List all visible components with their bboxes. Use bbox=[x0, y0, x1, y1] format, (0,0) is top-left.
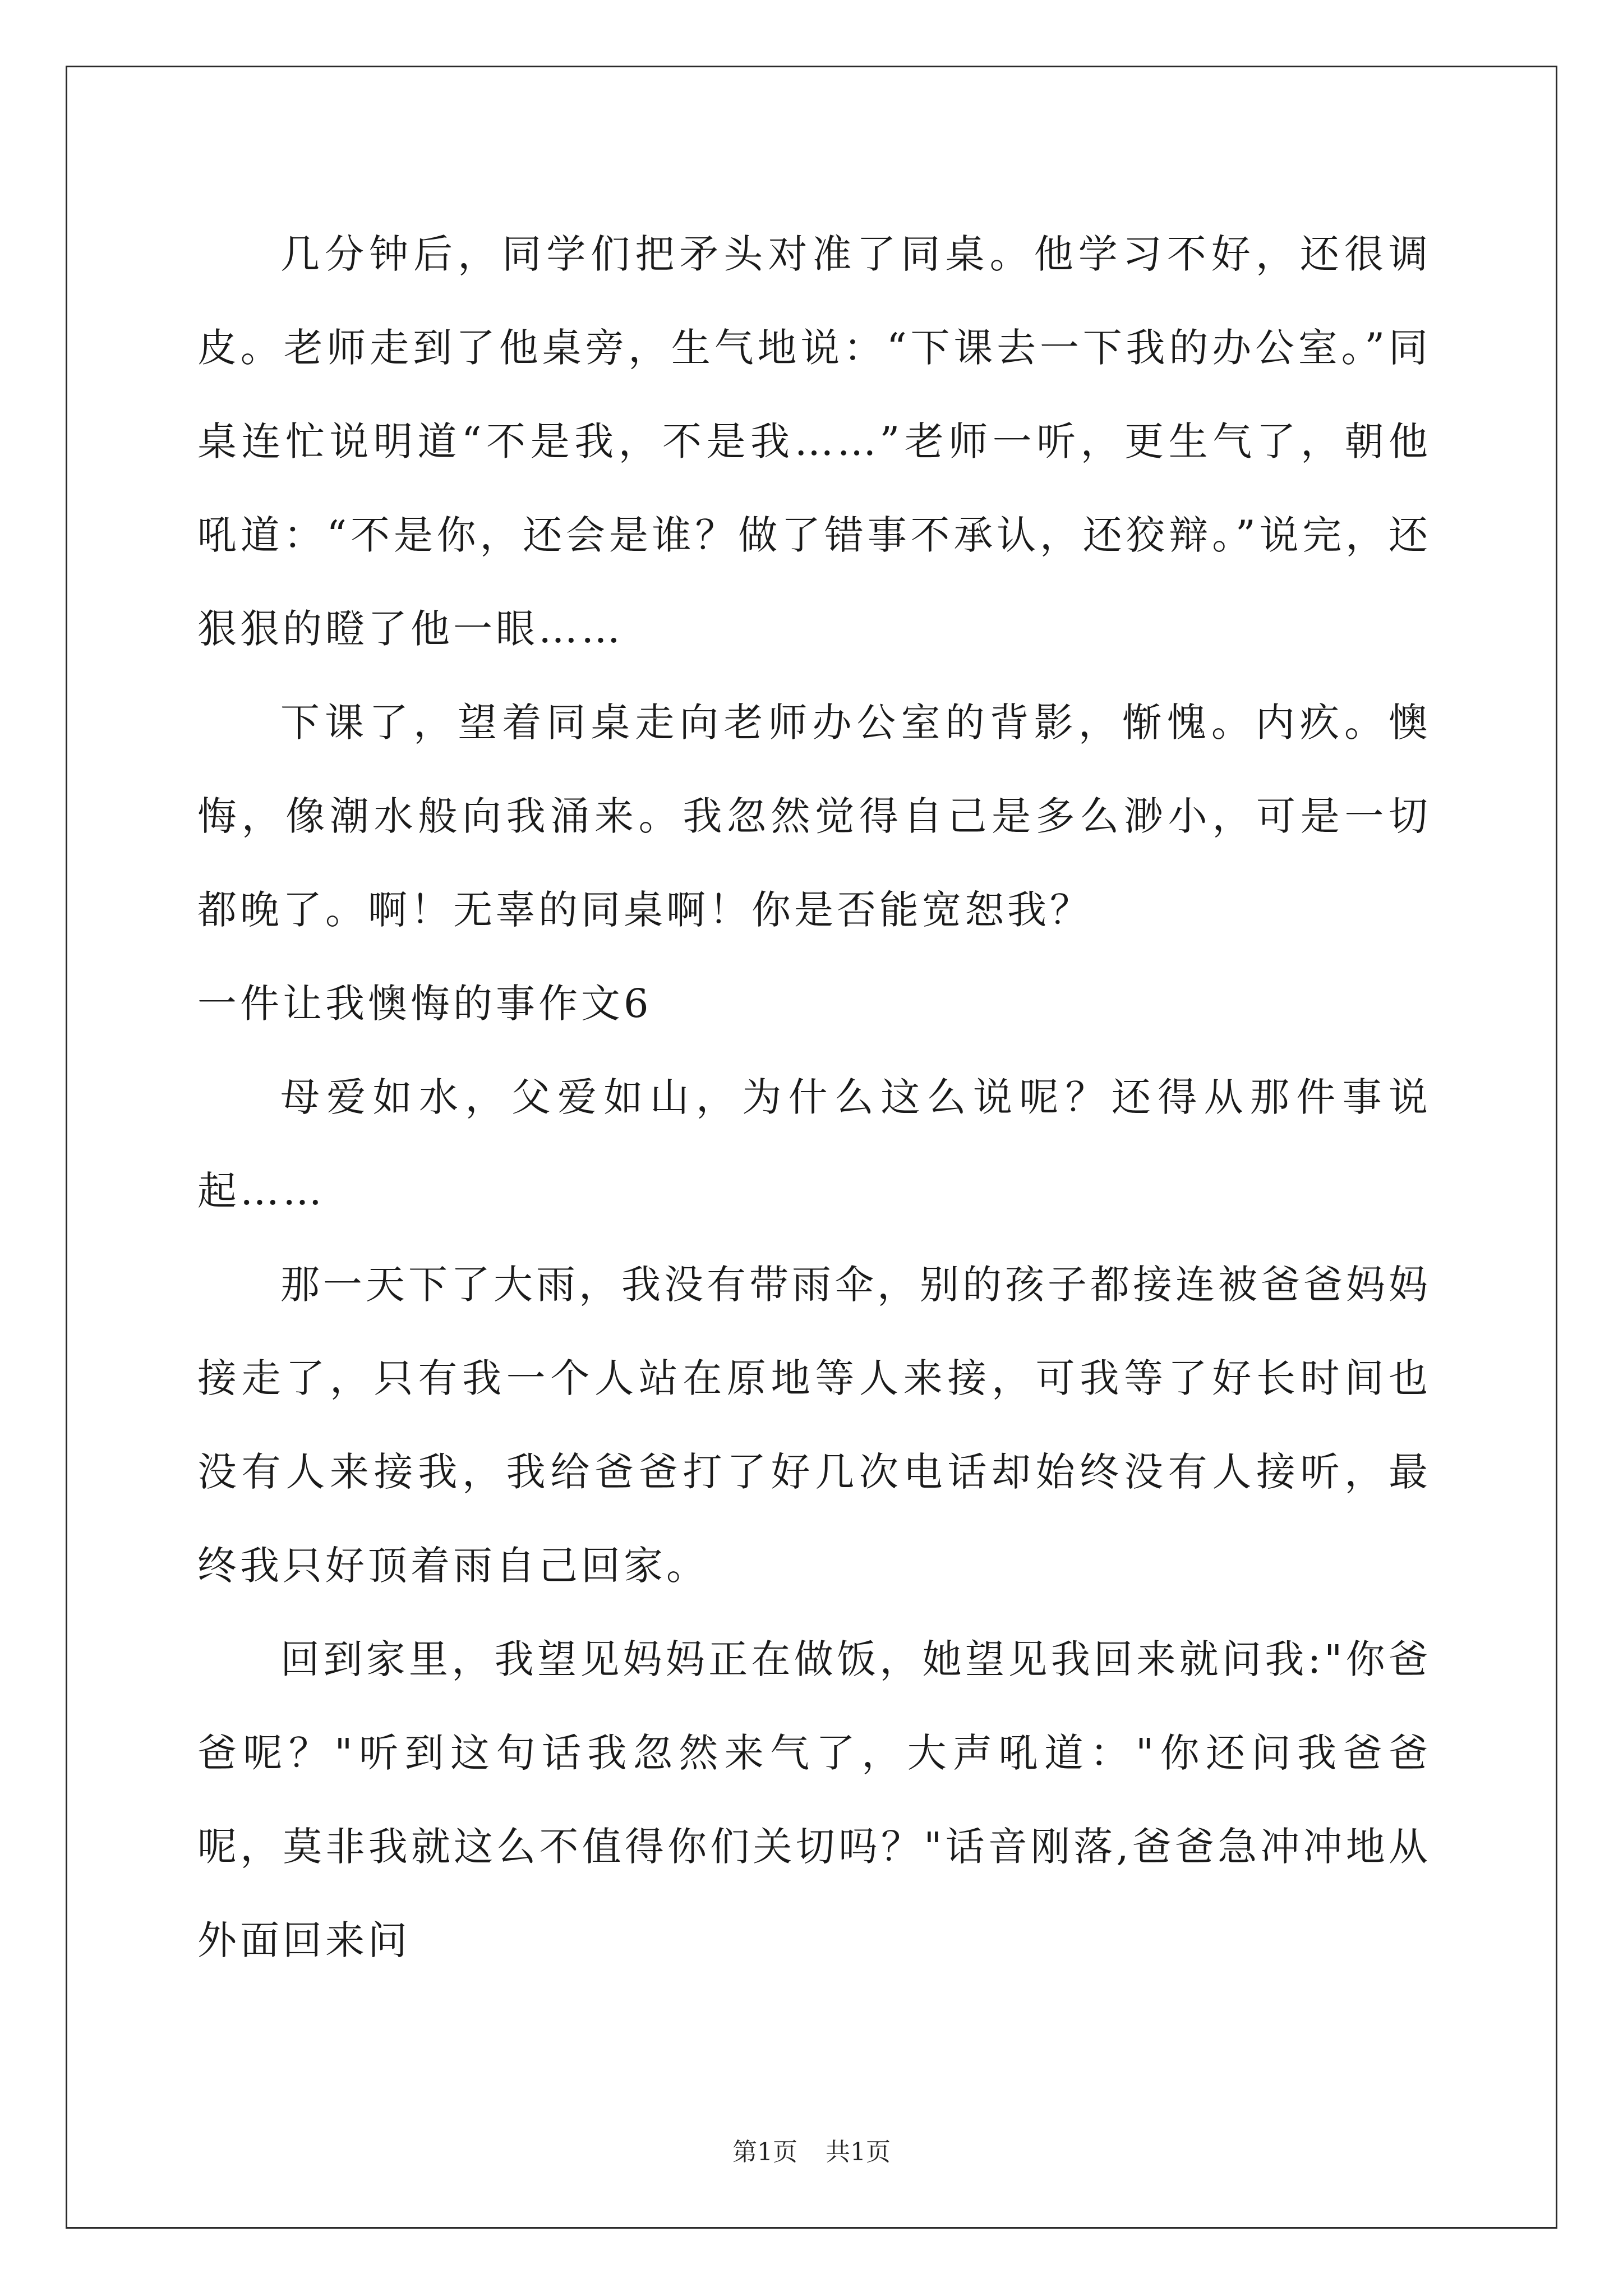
paragraph-5: 回到家里，我望见妈妈正在做饭，她望见我回来就问我:"你爸爸呢？"听到这句话我忽然来气了，大声吼道："你还问我爸爸呢，莫非我就这么不值得你们关切吗？"话音刚落,爸爸急冲冲地从外面回来问 bbox=[197, 1636, 1431, 1963]
page-number-current: 第1页 bbox=[732, 2138, 797, 2166]
paragraph-4: 那一天下了大雨，我没有带雨伞，别的孩子都接连被爸爸妈妈接走了，只有我一个人站在原地等人来接，可我等了好长时间也没有人来接我，我给爸爸打了好几次电话却始终没有人接听，最终我只好顶着雨自己回家。 bbox=[197, 1262, 1431, 1589]
document-body bbox=[197, 208, 1431, 1987]
page-footer bbox=[0, 2132, 1623, 2168]
paragraph-2: 下课了，望着同桌走向老师办公室的背影，惭愧。内疚。懊悔，像潮水般向我涌来。我忽然觉得自己是多么渺小，可是一切都晚了。啊！无辜的同桌啊！你是否能宽恕我？ bbox=[197, 700, 1431, 933]
paragraph-1: 几分钟后，同学们把矛头对准了同桌。他学习不好，还很调皮。老师走到了他桌旁，生气地说：“下课去一下我的办公室。”同桌连忙说明道“不是我，不是我……”老师一听，更生气了，朝他吼道：“不是你，还会是谁？做了错事不承认，还狡辩。”说完，还狠狠的瞪了他一眼…… bbox=[197, 231, 1431, 652]
paragraph-3: 母爱如水，父爱如山，为什么这么说呢？还得从那件事说起…… bbox=[197, 1074, 1431, 1214]
page-number-total: 共1页 bbox=[826, 2138, 891, 2166]
section-heading: 一件让我懊悔的事作文6 bbox=[197, 981, 652, 1027]
